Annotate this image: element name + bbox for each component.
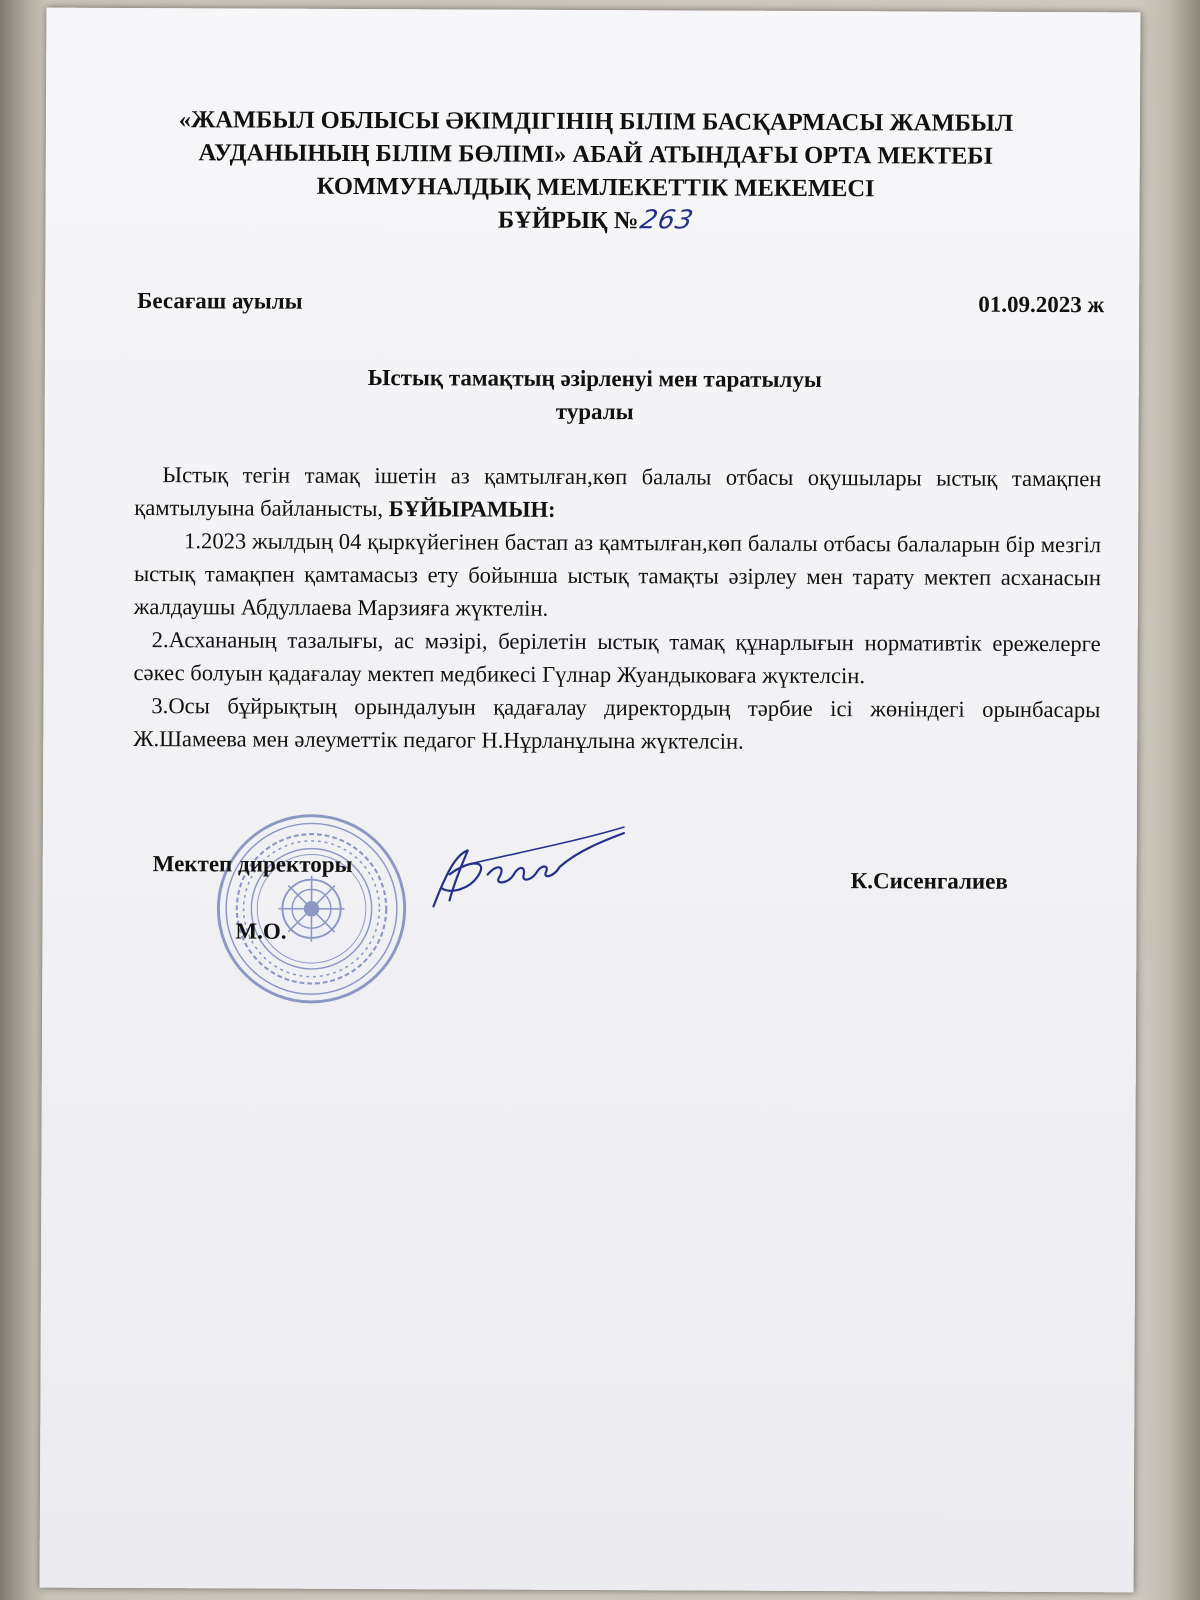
- order-item-2: 2.Асхананың тазалығы, ас мәзірі, берілетін ыстық тамақ құнарлығын нормативтік ережелерге сәкес болуын қадағалау мектеп медбикесі Гүлнар Жуандыковаға жүктелсін.: [133, 627, 1101, 689]
- header-line-1: «ЖАМБЫЛ ОБЛЫСЫ ӘКІМДІГІНІҢ БІЛІМ БАСҚАРМАСЫ ЖАМБЫЛ: [178, 106, 1014, 137]
- order-body: [133, 458, 1101, 759]
- place-date-row: [137, 288, 1105, 318]
- place-name: Бесағаш ауылы: [137, 288, 303, 314]
- intro-text: Ыстық тегін тамақ ішетін аз қамтылған,көп балалы отбасы оқушылары ыстық тамақпен қамтылуына байланысты,: [134, 462, 1102, 522]
- director-position: Мектеп директоры: [152, 851, 353, 877]
- order-word: БҰЙЫРАМЫН:: [388, 496, 556, 522]
- school-stamp: [214, 811, 409, 1006]
- order-label: БҰЙРЫҚ №: [497, 206, 639, 235]
- document-page: [40, 8, 1141, 1593]
- order-title: [135, 202, 1055, 239]
- order-item-3: 3.Осы бұйрықтың орындалуын қадағалау директордың тәрбие ісі жөніндегі орынбасары Ж.Шамеева мен әлеуметтік педагог Н.Нұрланұлына жүктелсін.: [133, 693, 1101, 754]
- order-subject: [135, 360, 1055, 430]
- stamp-place-mark: М.О.: [235, 918, 287, 944]
- order-number-handwritten: 263: [637, 205, 697, 236]
- header-line-2: АУДАНЫНЫҢ БІЛІМ БӨЛІМІ» АБАЙ АТЫНДАҒЫ ОРТА МЕКТЕБІ: [198, 139, 994, 170]
- subject-line-2: туралы: [555, 398, 634, 425]
- director-signature: [427, 814, 627, 915]
- subject-line-1: Ыстық тамақтың әзірленуі мен таратылуы: [367, 365, 822, 393]
- order-item-1: 1.2023 жылдың 04 қыркүйегінен бастап аз қамтылған,көп балалы отбасы балаларын бір мезгіл ыстық тамақпен қамтамасыз ету бойынша ыстық тамақты әзірлеу мен тарату мектеп асханасын жалдаушы Абдуллаева Марзияға жүктелін.: [133, 528, 1102, 621]
- header-line-3: КОММУНАЛДЫҚ МЕМЛЕКЕТТІК МЕКЕМЕСІ: [316, 172, 875, 203]
- document-header: [135, 103, 1056, 239]
- intro-paragraph: [134, 458, 1101, 528]
- order-date: 01.09.2023 ж: [978, 291, 1105, 318]
- director-name: К.Сисенгалиев: [850, 868, 1008, 894]
